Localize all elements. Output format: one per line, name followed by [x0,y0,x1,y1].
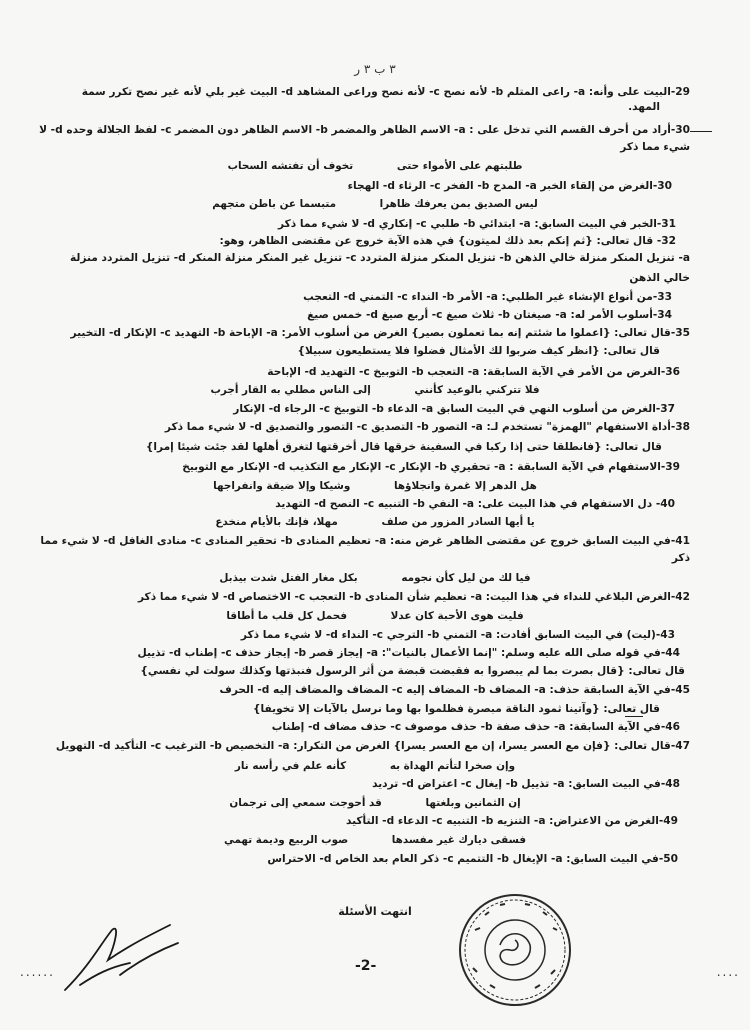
question-47: 47-قال تعالى: {فإن مع العسر يسرا، إن مع العسر يسرا} الغرض من التكرار: a- التخصيص b- الترغيب c- التأكيد d- التهويل [55,740,690,752]
verse [0,572,750,585]
verse-second-hemistich: كأنه علم في رأسه نار [234,760,347,772]
verse-first-hemistich: هل الدهر إلا غمرة وانجلاؤها [393,480,537,492]
question-48: 48-في البيت السابق: a- تذييل b- إيغال c- اعتراض d- ترديد [372,778,680,790]
verse [0,610,750,623]
verse [0,797,750,810]
question-44: 44-في قوله صلى الله عليه وسلم: "إنما الأعمال بالنيات": a- إيجاز قصر b- إيجاز حذف c- إطناب d- تذييل [137,647,680,659]
verse [0,384,750,397]
verse-first-hemistich: فليت هوى الأحبة كان عدلا [390,610,524,622]
verse-first-hemistich: فلا تتركني بالوعيد كأنني [414,384,540,396]
question-32-cont: خالي الذهن [629,272,690,284]
question-29: 29-البيت على وأنه: a- راعى المتلم b- لأنه نصح c- لأنه نصح وراعى المشاهد d- البيت غير بلي لأنه غير نصح تكرر سمة [81,86,690,98]
question-35: 35-قال تعالى: {اعملوا ما شئتم إنه بما تعملون بصير} الغرض من أسلوب الأمر: a- الإباحة b- التهديد c- الإنكار d- التخيير [70,327,690,339]
verse [0,160,750,173]
margin-dash [690,131,712,132]
verse-second-hemistich: تخوف أن تفتشه السحاب [227,160,354,172]
verse [0,198,750,211]
question-42: 42-الغرض البلاغي للنداء في هذا البيت: a- تعظيم شأن المنادى b- التعجب c- الاختصاص d- لا شيء مما ذكر [137,591,690,603]
signature-icon [60,905,190,995]
question-45-verse: قال تعالى: {وآتينا ثمود الناقة مبصرة فظلموا بها وما نرسل بالآيات إلا تخويفا} [252,703,660,715]
question-31: 31-الخبر في البيت السابق: a- ابتدائي b- طلبي c- إنكاري d- لا شيء مما ذكر [278,218,676,230]
question-43: 43-(ليت) في البيت السابق أفادت: a- التمني b- الترجي c- النداء d- لا شيء مما ذكر [240,629,675,641]
verse [0,480,750,493]
question-35-verse: قال تعالى: {انظر كيف ضربوا لك الأمثال فضلوا فلا يستطيعون سبيلا} [297,345,660,357]
end-of-questions: انتهت الأسئلة [338,905,412,918]
official-stamp-icon [455,890,575,1010]
question-38-verse: قال تعالى: {فانطلقا حتى إذا ركبا في السفينة خرقها قال أخرقتها لتغرق أهلها لقد جئت شيئا إمرا} [145,441,662,453]
page-number: -2- [355,958,377,974]
verse-first-hemistich: إن الثمانين وبلغتها [425,797,521,809]
verse [0,516,750,529]
verse-second-hemistich: فحمل كل قلب ما أطاقا [226,610,348,622]
question-45: 45-في الآية السابقة حذف: a- المضاف b- المضاف إليه c- المضاف والمضاف إليه d- الحرف [219,684,690,696]
verse-first-hemistich: فيا لك من ليل كأن نجومه [401,572,531,584]
verse-second-hemistich: صوب الربيع وديمة تهمي [223,834,349,846]
verse-first-hemistich: فسقى ديارك غير مفسدها [391,834,527,846]
dotted-line-right: .... [716,965,740,979]
verse [0,760,750,773]
margin-dash [625,716,643,717]
verse-second-hemistich: بكل مغار الفتل شدت بيذبل [219,572,358,584]
question-41: 41-في البيت السابق خروج عن مقتضى الظاهر غرض منه: a- تعظيم المنادى b- تحقير المنادى c- منادى الغافل d- لا شيء مما [40,535,690,547]
question-37: 37-الغرض من أسلوب النهي في البيت السابق a- الدعاء b- التوبيخ c- الرجاء d- الإنكار [233,403,675,415]
question-33: 33-من أنواع الإنشاء غير الطلبي: a- الأمر b- النداء c- التمني d- التعجب [303,291,672,303]
question-41-cont: ذكر [671,552,690,564]
question-39: 39-الاستفهام في الآية السابقة : a- تحقيري b- الإنكار c- الإنكار مع التكذيب d- الإنكار مع التوبيخ [182,461,680,473]
question-44-verse: قال تعالى: {قال بصرت بما لم يبصروا به فقبضت قبضة من أثر الرسول فنبذتها وكذلك سولت لي نفسي} [140,665,685,677]
verse-first-hemistich: وإن صخرا لتأتم الهداة به [389,760,516,772]
question-40: 40- دل الاستفهام في هذا البيت على: a- النفي b- التنبيه c- النصح d- التهديد [275,498,675,510]
question-34: 34-أسلوب الأمر له: a- صيغتان b- ثلاث صيغ c- أربع صيغ d- خمس صيغ [307,309,672,321]
question-46: 46-في الآية السابقة: a- حذف صفة b- حذف موصوف c- حذف مضاف d- إطناب [271,721,680,733]
verse-first-hemistich: ليس الصديق بمن يعرفك ظاهرا [379,198,538,210]
question-32-options: a- تنزيل المنكر منزلة خالي الذهن b- تنزيل المنكر منزلة المتردد c- تنزيل غير المنكر منزلة المنكر d- تنزيل المتردد منزلة [69,252,690,264]
question-50: 50-في البيت السابق: a- الإيغال b- التتميم c- ذكر العام بعد الخاص d- الاحتراس [267,853,678,865]
question-38: 38-أداة الاستفهام "الهمزة" تستخدم لـ: a- التصور b- التصديق c- التصور والتصديق d- لا شيء مما ذكر [164,421,690,433]
question-30-cont: شيء مما ذكر [620,141,690,153]
question-30-particles: 30-أراد من أحرف القسم التي تدخل على : a- الاسم الظاهر والمضمر b- الاسم الظاهر دون المضمر c- لفظ الجلالة وحده d- لا [39,124,690,136]
verse-first-hemistich: يا أيها السادر المزور من صلف [381,516,535,528]
question-36: 36-الغرض من الأمر في الآية السابقة: a- التعجب b- التوبيخ c- التهديد d- الإباحة [267,366,680,378]
verse-second-hemistich: قد أحوجت سمعي إلى ترجمان [229,797,382,809]
verse [0,834,750,847]
question-49: 49-الغرض من الاعتراض: a- التنزيه b- التنبيه c- الدعاء d- التأكيد [345,815,678,827]
verse-first-hemistich: طلبتهم على الأمواء حتى [396,160,523,172]
page-header: ٣ ب ٣ ر [354,62,396,76]
dotted-line-left: ...... [20,965,55,979]
question-29-cont: المهد. [628,101,660,113]
question-32: 32- قال تعالى: {ثم إنكم بعد ذلك لميتون} في هذه الآية خروج عن مقتضى الظاهر، وهو: [219,235,676,247]
verse-second-hemistich: متبسما عن باطن متجهم [212,198,337,210]
verse-second-hemistich: إلى الناس مطلي به القار أجرب [210,384,371,396]
question-30: 30-الغرض من إلقاء الخبر a- المدح b- الفخر c- الرثاء d- الهجاء [347,180,672,192]
verse-second-hemistich: وشيكا وإلا ضيقة وانفراجها [213,480,351,492]
verse-second-hemistich: مهلا، فإنك بالأيام منخدع [215,516,338,528]
